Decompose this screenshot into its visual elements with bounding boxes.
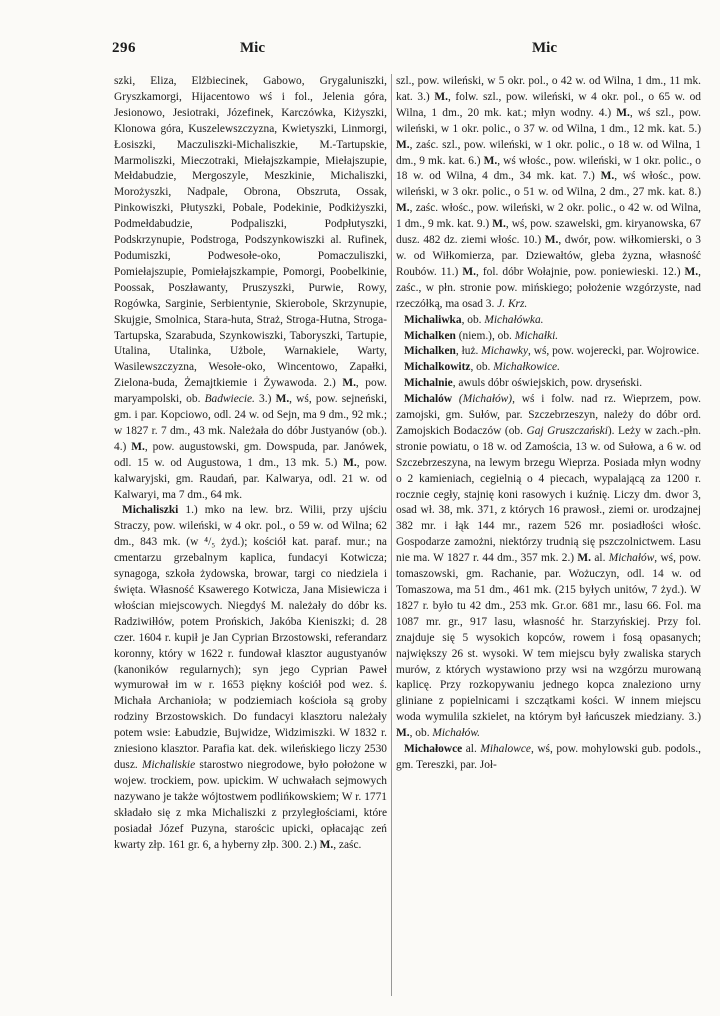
entry-michalken-luz: Michalken, łuż. Michawky, wś, pow. wojerecki, par. Wojrowice. — [404, 345, 700, 358]
entry-continuation: szki, Eliza, Elżbiecinek, Gabowo, Grygaluniszki, Gryszkamorgi, Hijacentowo wś i fol., Jelenia góra, Jesionowo, Jesiotraki, Józefinek, Karczówka, Kiżyszki, Klonowa góra, Kuszelewszczyzna, Kwietyszki, Linmorgi, Łosiszki, Maczuliszki-Michaliszkie, M.-Tartupskie, Marmoliszki, Mieczotraki, Miełajszkampie, Miełajszupie, Mełdabudzie, Mergoszyle, Meszkinie, Michaliszki, Morożyszki, Nadpale, Obrona, Obszruta, Ossak, Pinkowiszki, Płutyszki, Pobale, Podekinie, Podkiżyszki, Podmełdabudzie, Podpaliszki, Podpłutyszki, Podskrzynupie, Podstroga, Podszynkowiszki al. Rufinek, Podumiszki, Podwesołe-oko, Pomaczuliszki, Pomiełajszupie, Pomiełajszkampie, Pomorgi, Poobelkinie, Poossak, Poszławanty, Pruszyszki, Purwie, Rowy, Rogówka, Sarginie, Serbientynie, Skierobole, Skrzynupie, Skujgie, Smolnica, Stara-huta, Straż, Stroga-Hutna, Stroga-Tartupska, Szarabuda, Szynkowiszki, Taboryszki, Tartupie, Utalina, Utalinka, Użbole, Warnakiele, Warty, Wasilewszczyzna, Wesołe-oko, Wincentowo, Zapałki, Zielona-buda, Żemajtkiemie i Żywawoda. 2.) M., pow. maryampolski, ob. Badwiecie. 3.) M., wś, pow. sejneński, gm. i par. Kopciowo, odl. 24 w. od Sejn, ma 9 dm., 92 mk.; w 1827 r. 7 dm., 43 mk. Należała do dóbr Justyanów (ob.). 4.) M., pow. augustowski, gm. Dowspuda, par. Janówek, odl. 15 w. od Augustowa, 1 dm., 13 mk. 5.) M., pow. kalwaryjski, gm. Raudań, par. Kalwarya, odl. 21 w. od Kalwaryi, ma 7 dm., 64 mk. — [114, 75, 387, 501]
entry-michalowce: Michałowce al. Mihalowce, wś, pow. mohylowski gub. podols., gm. Tereszki, par. Joł- — [396, 743, 701, 771]
entry-headword: Michałowce — [404, 743, 463, 756]
running-head-right: Mic — [532, 40, 557, 56]
page-number: 296 — [112, 40, 136, 56]
entry-michalnie: Michalnie, awuls dóbr oświejskich, pow. dryseński. — [404, 377, 643, 390]
entry-continuation: szl., pow. wileński, w 5 okr. pol., o 42 w. od Wilna, 1 dm., 11 mk. kat. 3.) M., folw. szl., pow. wileński, w 4 okr. pol., o 65 w. od Wilna, 1 dm., 20 mk. kat.; młyn wodny. 4.) M., wś szl., pow. wileński, w 1 okr. polic., o 37 w. od Wilna, 1 dm., 12 mk. kat. 5.) M., zaśc. szl., pow. wileński, w 1 okr. polic., o 18 w. od Wilna, 1 dm., 9 mk. kat. 6.) M., wś włośc., pow. wileński, w 1 okr. polic., o 18 w. od Wilna, 4 dm., 34 mk. kat. 7.) M., wś włośc., pow. wileński, w 3 okr. polic., o 51 w. od Wilna, 2 dm., 27 mk. kat. 8.) M., zaśc. włośc., pow. wileński, w 2 okr. polic., o 42 w. od Wilna, 1 dm., 9 mk. kat. 9.) M., wś, pow. szawelski, gm. kiryanowska, 67 dusz. 482 dz. ziemi włośc. 10.) M., dwór, pow. wiłkomierski, o 3 w. od Wiłkomierza, par. Dziewałtów, gleba żyzna, własność Roubów. 11.) M., fol. dóbr Wołajnie, pow. poniewieski. 12.) M., zaśc., w płn. stronie pow. mińskiego; położenie wzgórzyste, nad rzeczółką, ma osad 3. J. Krz. — [396, 75, 701, 310]
page-header — [112, 40, 708, 62]
entry-headword: Michaliwka — [404, 313, 462, 326]
entry-headword: Michalken — [404, 345, 456, 358]
entry-michalkowitz: Michalkowitz, ob. Michałkowice. — [404, 361, 560, 374]
entry-headword: Michalnie — [404, 377, 453, 390]
entry-headword: Michalów — [404, 393, 453, 406]
entry-headword: Michaliszki — [122, 504, 179, 517]
right-column — [396, 74, 701, 996]
column-divider — [391, 74, 392, 996]
entry-headword: Michalken — [404, 329, 456, 342]
entry-michalken-niem: Michalken (niem.), ob. Michałki. — [404, 329, 559, 342]
entry-michaliszki: Michaliszki 1.) mko na lew. brz. Wilii, przy ujściu Straczy, pow. wileński, w 4 okr. pol., o 59 w. od Wilna; 62 dm., 843 mk. (w ⁴/₅ żyd.); kościół kat. paraf. mur.; na cmentarzu grzebalnym kaplica, fundacyi Kotwicza; synagoga, szkoła żydowska, browar, targi co niedziela i święta. Własność Ksawerego Kotwicza, Jana Misiewicza i włościan miejscowych. Niegdyś M. należały do dóbr ks. Radziwiłłów, potem Prońskich, Jakóba Kieniszki; d. 28 czer. 1604 r. kupił je Jan Cyprian Brzostowski, referandarz koronny, który w 1622 r. fundował klasztor augustyanów (kanoników regularnych); syn jego Cyprian Paweł wymurował im w r. 1653 piękny kościół pod wez. ś. Michała Archanioła; w podziemiach kościoła są groby rodziny Brzostowskich. Do fundacyi klasztoru należały potem wsie: Łabudzie, Bujwidze, Widzimiszki. W 1832 r. zniesiono klasztor. Parafia kat. dek. wileńskiego liczy 2530 dusz. Michaliskie starostwo niegrodowe, było położone w wojew. trockiem, pow. upickim. W uchwałach sejmowych nazywano je także wójtostwem podlińkowskiem; W r. 1771 składało się z mka Michaliszki z przyległościami, które posiadał Józef Puzyna, starościc upicki, opłacając zeń kwarty złp. 161 gr. 6, a hyberny złp. 300. 2.) M., zaśc. — [114, 504, 387, 851]
left-column — [114, 74, 387, 996]
entry-headword: Michalkowitz — [404, 361, 471, 374]
entry-michalow: Michalów (Michałów), wś i folw. nad rz. Wieprzem, pow. zamojski, gm. Sułów, par. Szczebrzeszyn, należy do dóbr ord. Zamojskich Bodaczów (ob. Gaj Gruszczański). Leży w zach.-płn. stronie powiatu, o 18 w. od Zamościa, 13 w. od Sułowa, a 6 w. od Szczebrzeszyna, na lewym brzegu Wieprza. Posiada młyn wodny o 2 kamieniach, cegielnią o 4 piecach, wypalającą za 1200 r. rocznie cegły, stajnię koni rasowych i kuźnię. Liczy dm. dwor 3, osad wł. 38, mk. 371, z których 16 prawosł., ziemi or. urodzajnej 382 mr. i łąk 144 mr., razem 526 mr. posiadłości włośc. Gospodarze zamożni, niektórzy trudnią się pszczolnictwem. Lasu nie ma. W 1827 r. 44 dm., 357 mk. 2.) M. al. Michałów, wś, pow. tomaszowski, gm. Rachanie, par. Wożuczyn, odl. 14 w. od Tomaszowa, ma 51 dm., 461 mk. (215 byłych unitów, 7 żyd.). W 1827 r. było tu 42 dm., 253 mk. Gr.or. 681 mr., lasu 66. Fol. ma 1087 mr. gr., 917 lasu, własność hr. Starzyńskiej. Przy fol. znajduje się 5 wysokich kopców, rowem i fosą opasanych; największy 26 st. wysoki. W tem miejscu były zwaliska starych murów, z których wystawiono przy wsi na wzgórzu murowaną kaplicę. Przy rozkopywaniu jednego kopca znaleziono urny gliniane z popielnicami i szczątkami kości. W innem miejscu woda wymulila szkielet, na którym był łańcuszek miedziany. 3.) M., ob. Michałów. — [396, 393, 701, 740]
running-head-left: Mic — [240, 40, 265, 56]
entry-michaliwka: Michaliwka, ob. Michałówka. — [404, 313, 544, 326]
